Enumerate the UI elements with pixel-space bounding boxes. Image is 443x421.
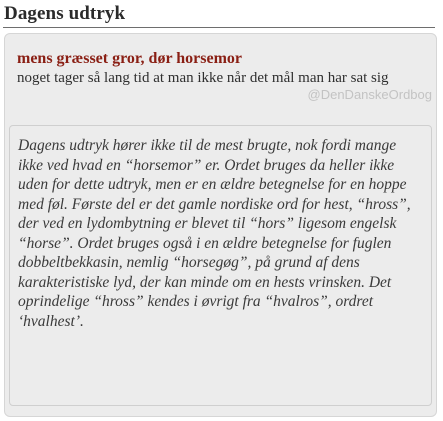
title-divider: [3, 27, 435, 28]
explanation-box: [9, 125, 432, 406]
widget-header: [0, 0, 443, 30]
expression-meaning: noget tager så lang tid at man ikke når det mål man har sat sig: [17, 70, 389, 86]
explanation-text: Dagens udtryk hører ikke til de mest brugte, nok fordi mange ikke ved hvad en “horsemor” er. Ordet bruges da heller ikke uden for dette udtryk, men er en ældre betegnelse for en hoppe med føl. Første del er det gamle nordiske ord for hest, “hross”, der ved en lydombytning er blevet til “hors” ligesom engelsk “horse”. Ordet bruges også i en ældre betegnelse for fuglen dobbeltbekkasin, nemlig “horsegøg”, på grund af dens karakteristiske lyd, der kan minde om en hests vrinsken. Det oprindelige “hross” kendes i øvrigt fra “hvalros”, ordret ‘hvalhest’.: [18, 137, 411, 330]
expression-phrase: mens græsset gror, dør horsemor: [17, 50, 243, 67]
widget-title: Dagens udtryk: [4, 3, 126, 24]
expression-card: [4, 33, 437, 417]
watermark-handle: @DenDanskeOrdbog: [307, 87, 432, 102]
